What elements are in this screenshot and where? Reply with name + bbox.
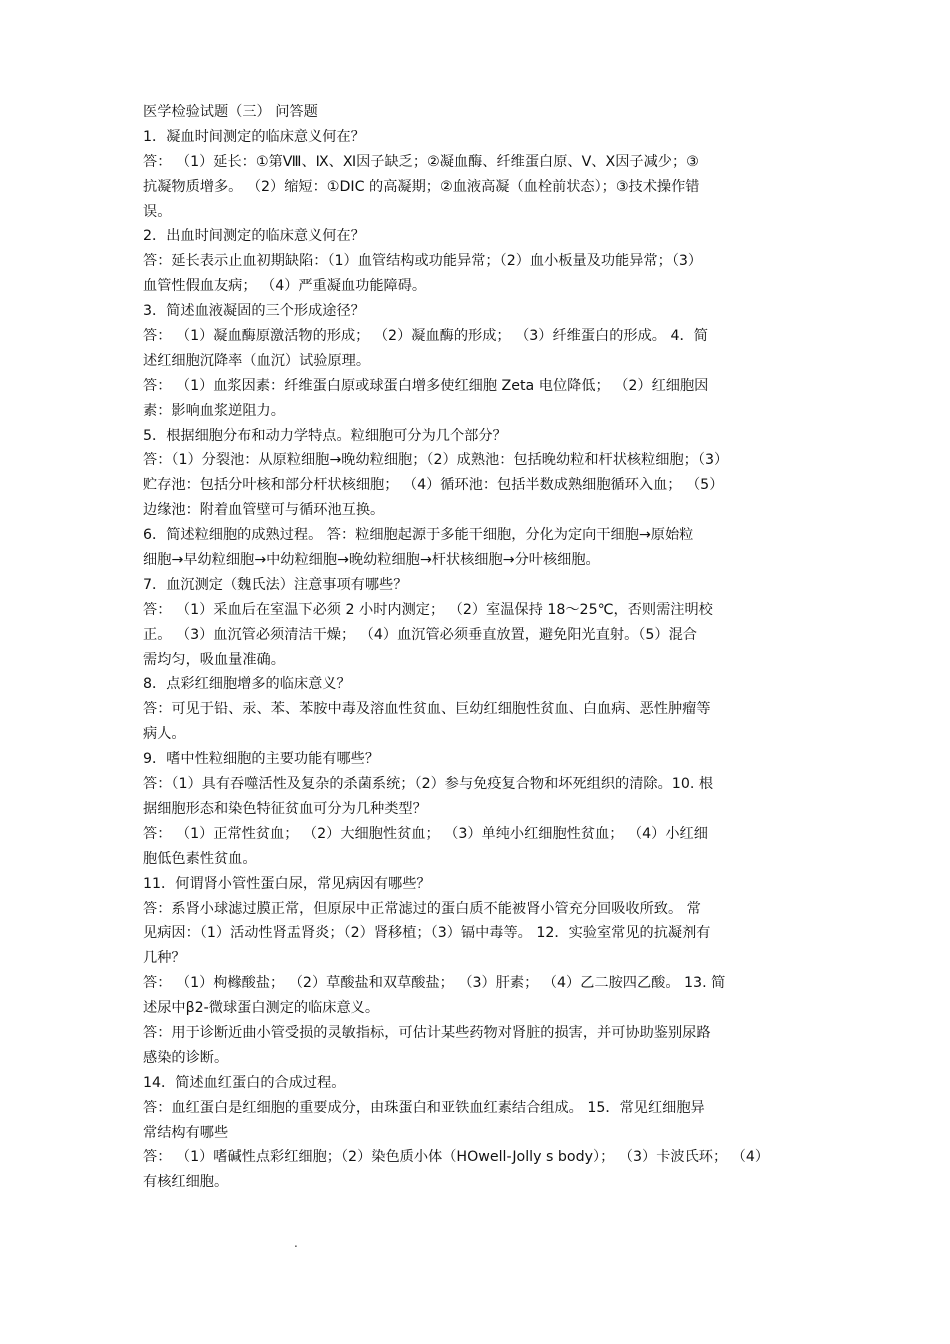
answer-13-line-2: 感染的诊断。 bbox=[143, 1049, 229, 1066]
answer-11-line-2: 见病因：（1）活动性肾盂肾炎；（2）肾移植；（3）镉中毒等。 12．实验室常见的抗凝剂有 bbox=[143, 925, 711, 942]
answer-1-line-2: 抗凝物质增多。 （2）缩短：①DIC 的高凝期；②血液高凝（血栓前状态）；③技术操作错 bbox=[143, 178, 700, 195]
answer-5-line-3: 边缘池：附着血管壁可与循环池互换。 bbox=[143, 502, 385, 519]
question-3: 3．简述血液凝固的三个形成途径？ bbox=[143, 303, 365, 320]
question-13-cont: 述尿中β2-微球蛋白测定的临床意义。 bbox=[143, 1000, 380, 1017]
answer-1-line-1: 答： （1）延长：①第Ⅷ、Ⅸ、Ⅺ因子缺乏；②凝血酶、纤维蛋白原、Ⅴ、Ⅹ因子减少；③ bbox=[143, 153, 699, 170]
answer-10-line-1: 答： （1）正常性贫血； （2）大细胞性贫血； （3）单纯小红细胞性贫血； （4）小红细 bbox=[143, 825, 708, 842]
answer-2-line-2: 血管性假血友病； （4）严重凝血功能障碍。 bbox=[143, 278, 427, 295]
question-1: 1．凝血时间测定的临床意义何在？ bbox=[143, 128, 365, 145]
answer-12-line-1: 答： （1）枸橼酸盐； （2）草酸盐和双草酸盐； （3）肝素； （4）乙二胺四乙酸。 13. 简 bbox=[143, 975, 726, 992]
answer-1-line-3: 误。 bbox=[143, 203, 172, 220]
answer-8-line-2: 病人。 bbox=[143, 726, 186, 743]
answer-6-line-1: 细胞→早幼粒细胞→中幼粒细胞→晚幼粒细胞→杆状核细胞→分叶核细胞。 bbox=[143, 552, 600, 569]
answer-5-line-2: 贮存池：包括分叶核和部分杆状核细胞； （4）循环池：包括半数成熟细胞循环入血； （5） bbox=[143, 477, 724, 494]
question-15-cont: 常结构有哪些 bbox=[143, 1124, 229, 1141]
answer-11-line-1: 答：系肾小球滤过膜正常，但原尿中正常滤过的蛋白质不能被肾小管充分回吸收所致。 常 bbox=[143, 900, 701, 917]
answer-8-line-1: 答：可见于铅、汞、苯、苯胺中毒及溶血性贫血、巨幼红细胞性贫血、白血病、恶性肿瘤等 bbox=[143, 701, 711, 718]
answer-2-line-1: 答：延长表示止血初期缺陷：（1）血管结构或功能异常；（2）血小板量及功能异常；（3） bbox=[143, 253, 703, 270]
question-14: 14．简述血红蛋白的合成过程。 bbox=[143, 1074, 346, 1091]
answer-4-line-1: 答： （1）血浆因素：纤维蛋白原或球蛋白增多使红细胞 Zeta 电位降低； （2）红细胞因 bbox=[143, 377, 709, 394]
question-8: 8．点彩红细胞增多的临床意义？ bbox=[143, 676, 351, 693]
answer-10-line-2: 胞低色素性贫血。 bbox=[143, 850, 257, 867]
question-10: 据细胞形态和染色特征贫血可分为几种类型？ bbox=[143, 800, 427, 817]
question-6: 6．简述粒细胞的成熟过程。 答：粒细胞起源于多能干细胞，分化为定向干细胞→原始粒 bbox=[143, 527, 694, 544]
question-4: 述红细胞沉降率（血沉）试验原理。 bbox=[143, 352, 371, 369]
question-12-cont: 几种？ bbox=[143, 950, 186, 967]
answer-13-line-1: 答：用于诊断近曲小管受损的灵敏指标，可估计某些药物对肾脏的损害，并可协助鉴别尿路 bbox=[143, 1024, 711, 1041]
answer-14-line-1: 答：血红蛋白是红细胞的重要成分，由珠蛋白和亚铁血红素结合组成。 15．常见红细胞异 bbox=[143, 1099, 705, 1116]
document-body bbox=[143, 100, 815, 1195]
answer-7-line-3: 需均匀，吸血量准确。 bbox=[143, 651, 285, 668]
question-7: 7．血沉测定（魏氏法）注意事项有哪些？ bbox=[143, 576, 408, 593]
answer-9-line-1: 答：（1）具有吞噬活性及复杂的杀菌系统；（2）参与免疫复合物和坏死组织的清除。10. 根 bbox=[143, 776, 714, 793]
answer-4-line-2: 素：影响血浆逆阻力。 bbox=[143, 402, 285, 419]
question-9: 9．嗜中性粒细胞的主要功能有哪些？ bbox=[143, 751, 380, 768]
document-title: 医学检验试题（三） 问答题 bbox=[143, 104, 318, 120]
answer-5-line-1: 答：（1）分裂池：从原粒细胞→晚幼粒细胞；（2）成熟池：包括晚幼粒和杆状核粒细胞；（3） bbox=[143, 452, 729, 469]
answer-15-line-2: 有核红细胞。 bbox=[143, 1174, 229, 1191]
footer-mark: . bbox=[294, 1236, 298, 1250]
question-5: 5．根据细胞分布和动力学特点。粒细胞可分为几个部分？ bbox=[143, 427, 507, 444]
answer-7-line-2: 正。 （3）血沉管必须清洁干燥； （4）血沉管必须垂直放置，避免阳光直射。（5）混合 bbox=[143, 626, 697, 643]
answer-7-line-1: 答： （1）采血后在室温下必须 2 小时内测定； （2）室温保持 18～25℃，否则需注明校 bbox=[143, 601, 713, 618]
question-11: 11．何谓肾小管性蛋白尿，常见病因有哪些？ bbox=[143, 875, 431, 892]
answer-15-line-1: 答： （1）嗜碱性点彩红细胞；（2）染色质小体（HOwell-Jolly s body）； （3）卡波氏环； （4） bbox=[143, 1149, 770, 1166]
answer-3-line-1: 答： （1）凝血酶原激活物的形成； （2）凝血酶的形成； （3）纤维蛋白的形成。 4．简 bbox=[143, 328, 708, 345]
question-2: 2．出血时间测定的临床意义何在？ bbox=[143, 228, 365, 245]
